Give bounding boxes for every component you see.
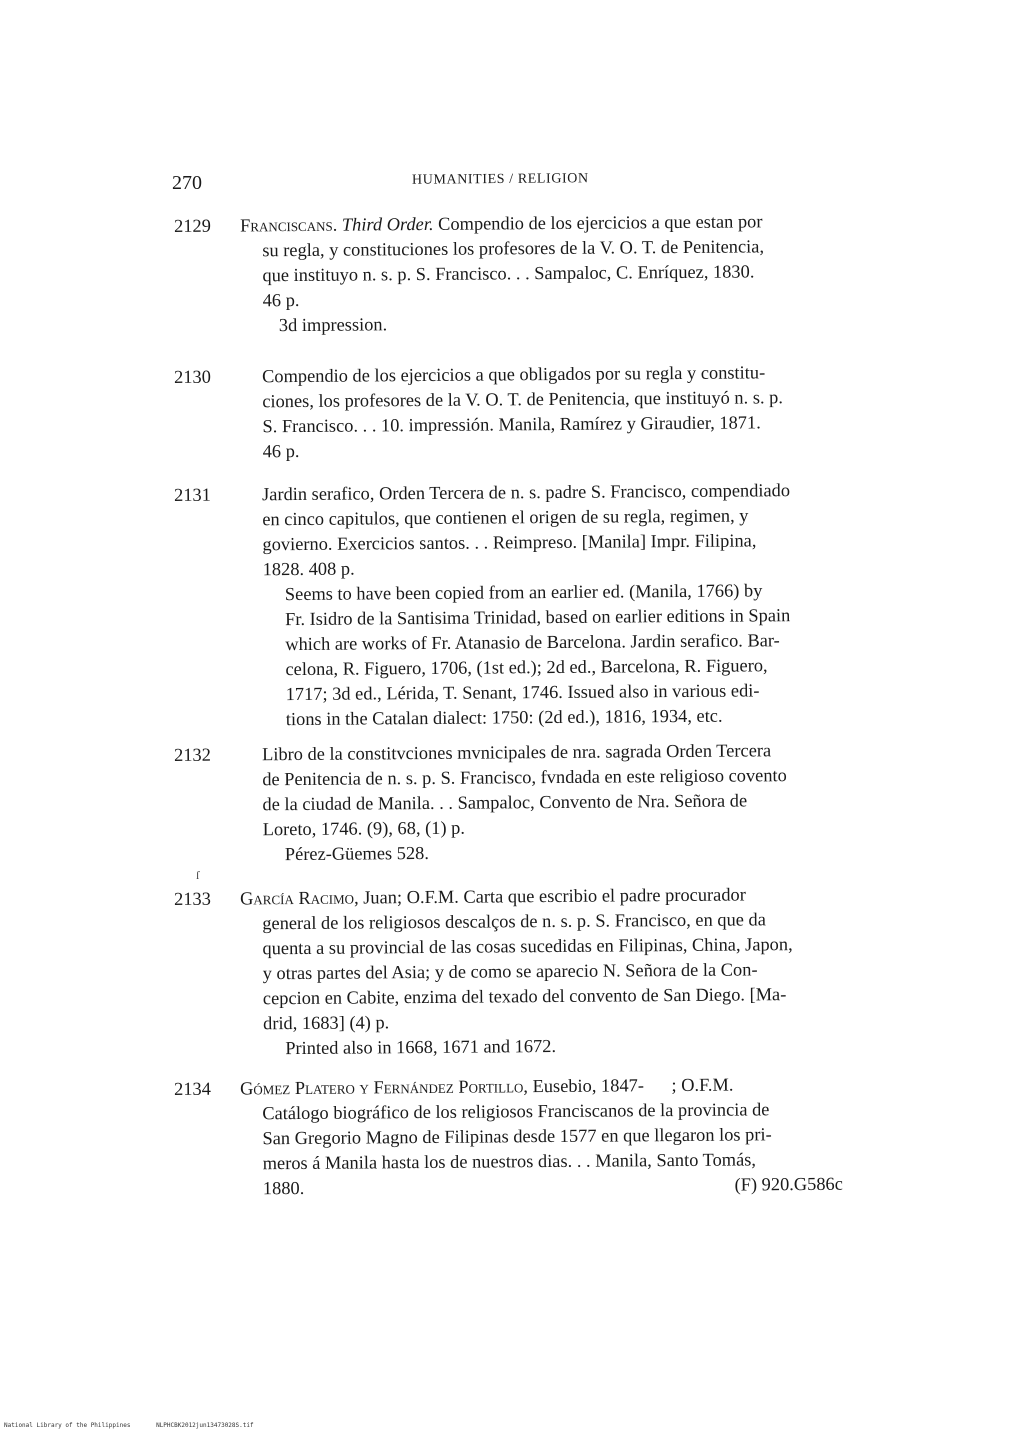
entry-line: su regla, y constituciones los profesores de la V. O. T. de Penitencia, — [262, 236, 765, 261]
entry-line: Loreto, 1746. (9), 68, (1) p. — [262, 817, 466, 840]
entry-heading-italic: Third Order. — [341, 213, 434, 235]
entry-line: 1828. 408 p. — [262, 558, 355, 580]
note-line: which are works of Fr. Atanasio de Barcelona. Jardin serafico. Bar- — [285, 630, 780, 655]
entry-number: 2134 — [174, 1078, 211, 1099]
entry-line: 46 p. — [262, 290, 300, 311]
entry-line: quenta a su provincial de las cosas sucedidas en Filipinas, China, Japon, — [262, 934, 793, 959]
entry-2132 — [0, 736, 1011, 865]
entry-year: 1880. — [262, 1177, 305, 1199]
entry-number: 2132 — [174, 744, 211, 765]
entry-text: Juan; O.F.M. Carta que escribio el padre procurador — [363, 884, 746, 908]
entry-2134 — [0, 1070, 1011, 1199]
entry-number: 2129 — [174, 215, 211, 236]
entry-line: Compendio de los ejercicios a que obligados por su regla y constitu- — [262, 362, 766, 387]
footer-file-id: NLPHCBK2012jun13473028S.tif — [156, 1422, 254, 1429]
entry-line: en cinco capitulos, que contienen el origen de su regla, regimen, y — [262, 505, 749, 530]
entry-line: Catálogo biográfico de los religiosos Franciscanos de la provincia de — [262, 1099, 770, 1124]
entry-2133 — [0, 880, 1011, 1059]
entry-body — [240, 209, 843, 339]
entry-line: ciones, los profesores de la V. O. T. de Penitencia, que instituyó n. s. p. — [262, 387, 784, 412]
entry-line: y otras partes del Asia; y de como se aparecio N. Señora de la Con- — [262, 959, 758, 984]
entry-line: cepcion en Cabite, enzima del texado del convento de San Diego. [Ma- — [262, 984, 787, 1009]
footer-library: National Library of the Philippines — [4, 1422, 131, 1429]
entry-note: 3d impression. — [278, 314, 388, 336]
entry-body — [262, 360, 865, 465]
page-number: 270 — [172, 172, 202, 194]
scan-footer — [4, 1422, 276, 1429]
entry-text: Eusebio, 1847- ; O.F.M. — [532, 1074, 734, 1097]
entry-body — [262, 738, 865, 868]
entry-text: Compendio de los ejercicios a que estan por — [438, 211, 763, 234]
entry-line: de Penitencia de n. s. p. S. Francisco, fvndada en este religioso covento — [262, 765, 787, 790]
entry-line: S. Francisco. . . 10. impressión. Manila, Ramírez y Giraudier, 1871. — [262, 412, 761, 437]
entry-line: que instituyo n. s. p. S. Francisco. . . Sampaloc, C. Enríquez, 1830. — [262, 261, 755, 286]
running-head: HUMANITIES / RELIGION — [411, 171, 589, 188]
entry-line: govierno. Exercicios santos. . . Reimpreso. [Manila] Impr. Filipina, — [262, 530, 757, 555]
entry-body — [240, 1072, 843, 1202]
entry-heading: García Racimo, — [240, 887, 359, 909]
note-line: 1717; 3d ed., Lérida, T. Senant, 1746. Issued also in various edi- — [285, 680, 760, 705]
entry-line-with-call-number — [241, 1172, 843, 1202]
entry-body — [240, 882, 843, 1062]
entry-number: 2131 — [174, 484, 211, 505]
entry-2129 — [0, 207, 1011, 336]
handwritten-mark-icon: ſ — [196, 868, 200, 882]
entry-line: 46 p. — [262, 441, 300, 462]
entry-note: Pérez-Güemes 528. — [284, 842, 429, 865]
entry-note — [263, 578, 866, 733]
entry-2131 — [0, 476, 1011, 730]
entry-line: de la ciudad de Manila. . . Sampaloc, Convento de Nra. Señora de — [262, 790, 748, 815]
entry-number: 2130 — [174, 366, 211, 387]
entry-note: Printed also in 1668, 1671 and 1672. — [285, 1035, 557, 1059]
entry-line: Libro de la constitvciones mvnicipales de nra. sagrada Orden Tercera — [262, 740, 772, 765]
entry-heading: Gómez Platero y Fernández Portillo, — [240, 1076, 529, 1099]
entry-line: meros á Manila hasta los de nuestros dias. . . Manila, Santo Tomás, — [262, 1149, 757, 1174]
note-line: celona, R. Figuero, 1706, (1st ed.); 2d ed., Barcelona, R. Figuero, — [285, 655, 768, 680]
entry-heading: Franciscans. — [240, 214, 338, 236]
entry-line: drid, 1683] (4) p. — [262, 1012, 390, 1034]
entry-number: 2133 — [174, 888, 211, 909]
entry-body — [262, 478, 866, 733]
entry-line: Jardin serafico, Orden Tercera de n. s. padre S. Francisco, compendiado — [262, 480, 791, 505]
note-line: Seems to have been copied from an earlier ed. (Manila, 1766) by — [284, 580, 763, 605]
entry-line: general de los religiosos descalços de n. s. p. S. Francisco, en que da — [262, 909, 766, 934]
note-line: tions in the Catalan dialect: 1750: (2d ed.), 1816, 1934, etc. — [285, 705, 723, 730]
entry-line: San Gregorio Magno de Filipinas desde 1577 en que llegaron los pri- — [262, 1124, 772, 1149]
entry-2130 — [0, 358, 1011, 462]
call-number: (F) 920.G586c — [734, 1173, 843, 1195]
note-line: Fr. Isidro de la Santisima Trinidad, based on earlier editions in Spain — [284, 605, 791, 630]
